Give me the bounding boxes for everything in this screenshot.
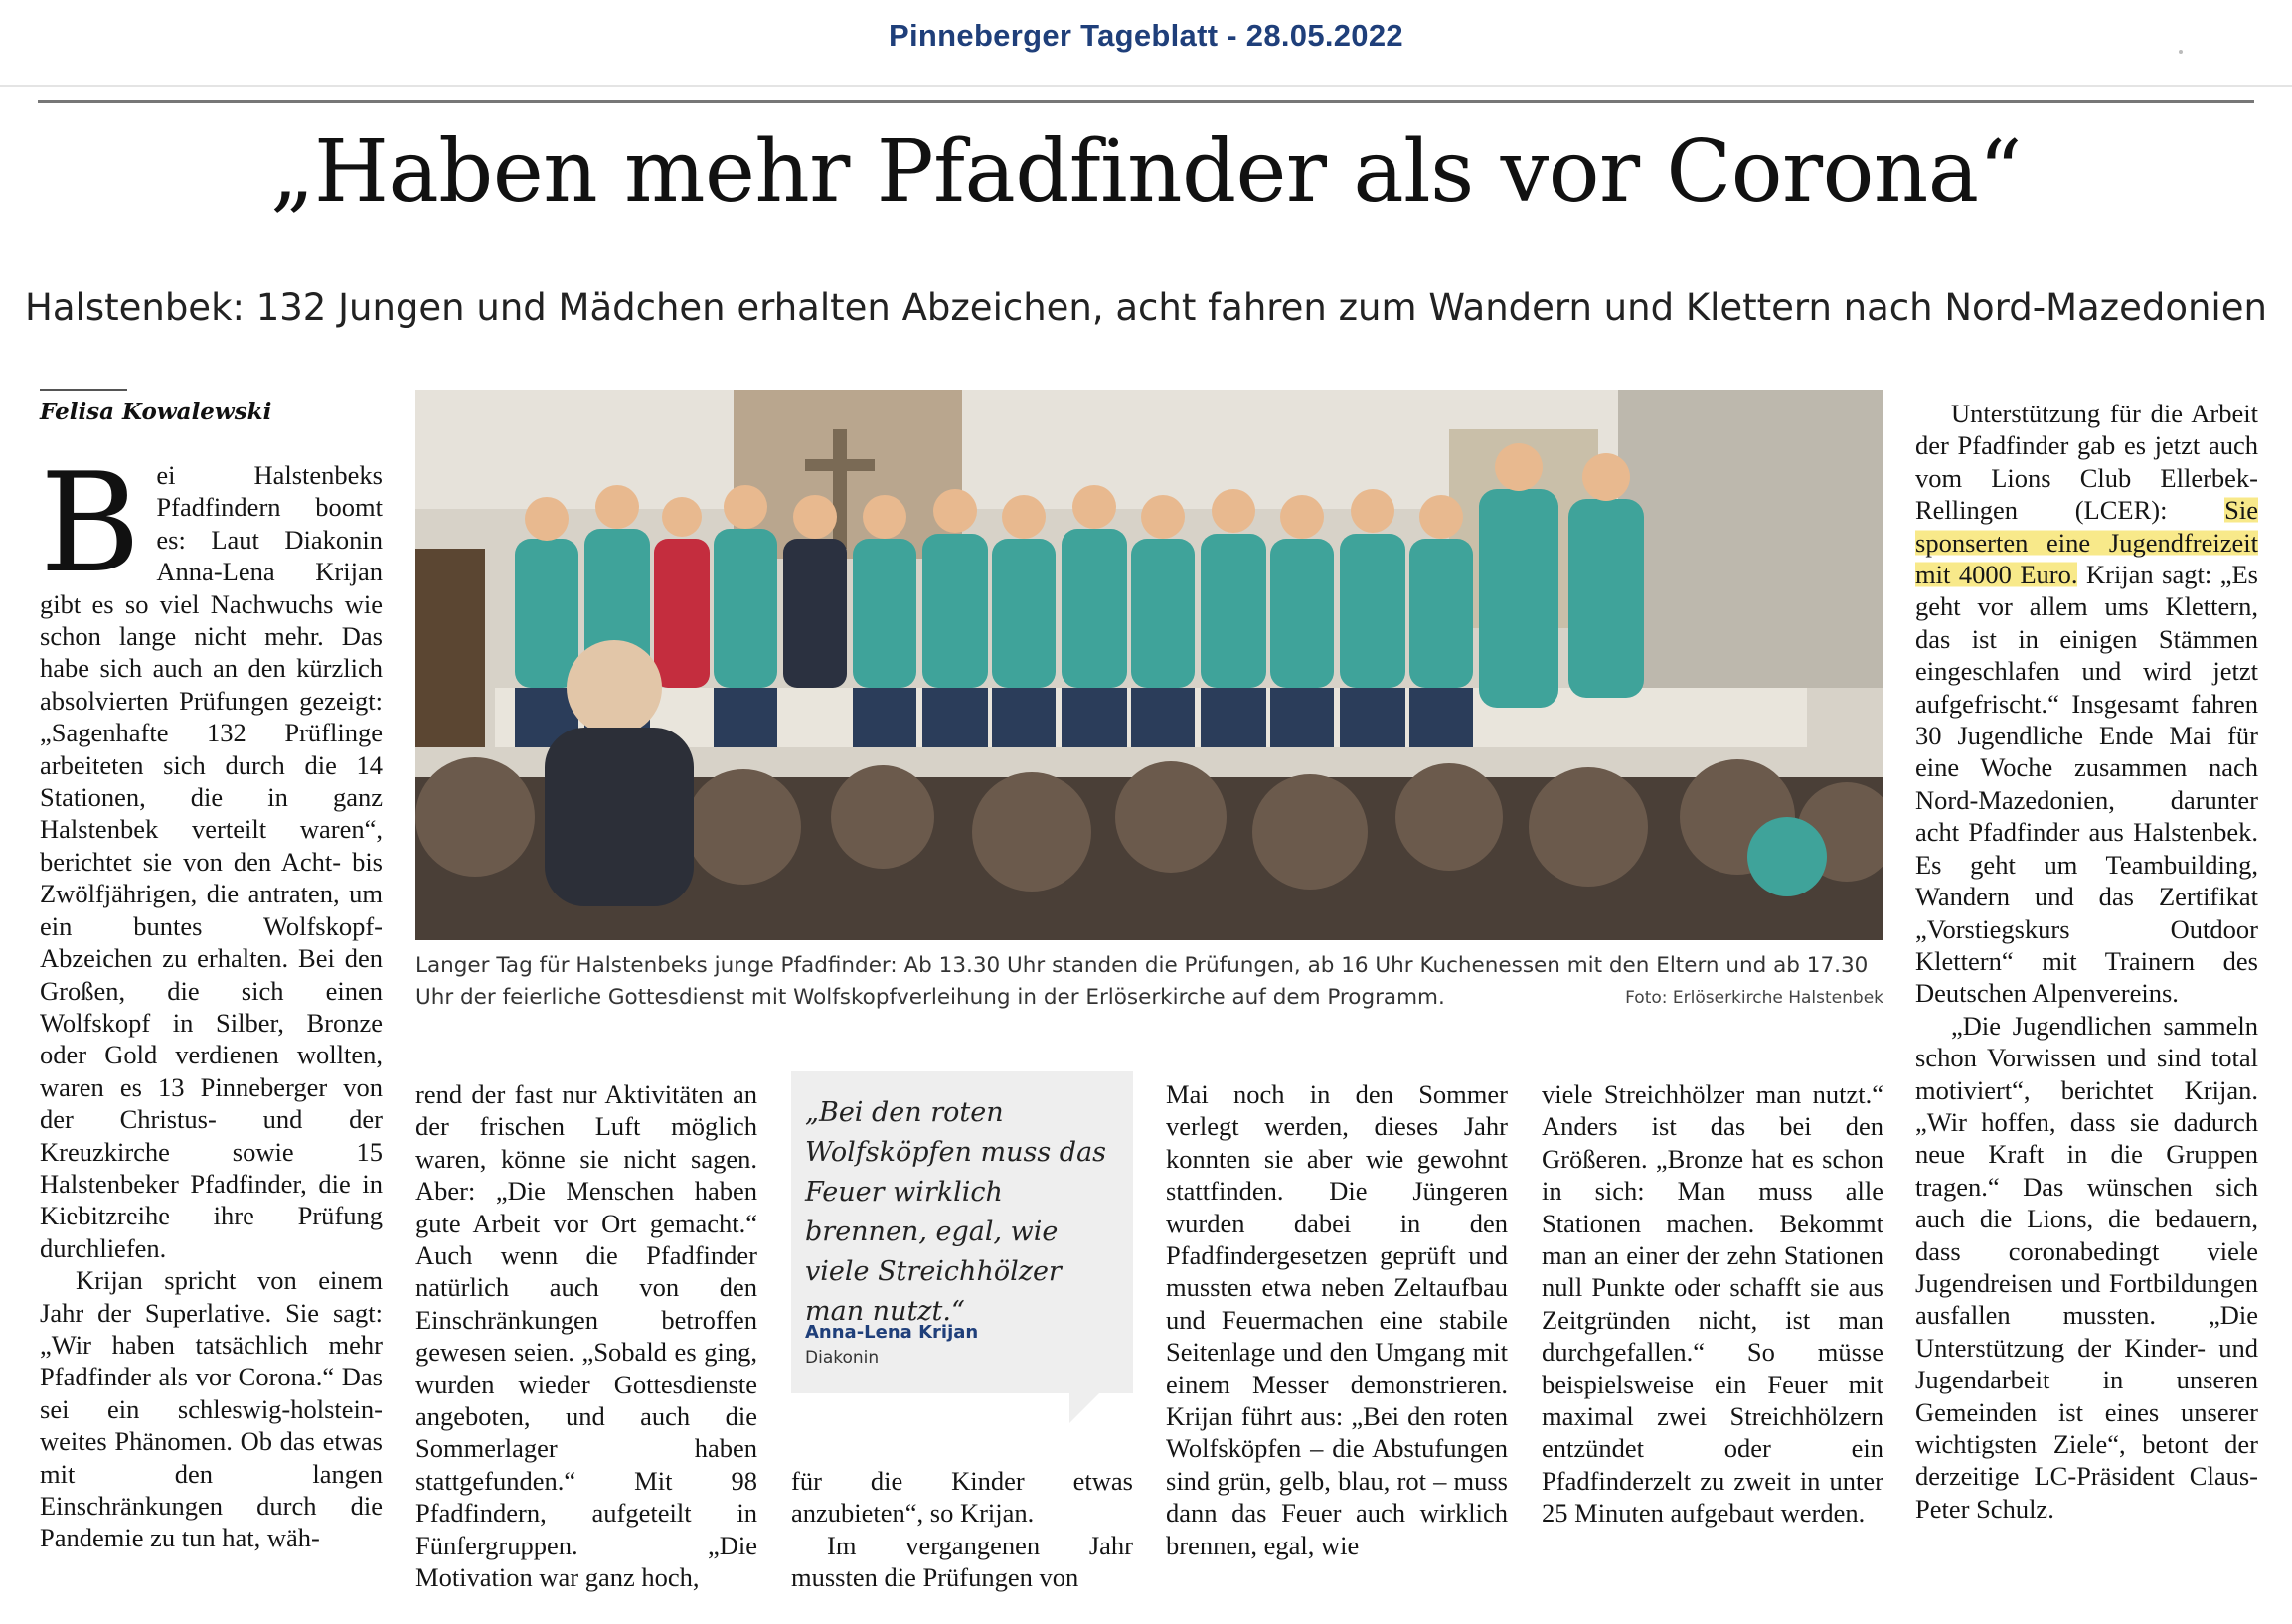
column-2 <box>415 1078 757 1594</box>
column-5 <box>1542 1078 1883 1530</box>
author-byline: Felisa Kowalewski <box>40 399 272 425</box>
text-segment: Krijan sagt: „Es geht vor allem ums Klettern, das ist in einigen Stämmen eingeschlafen und wird jetzt aufgefrischt.“ Insgesamt fahren 30 Jugendliche Ende Mai für eine Woche zusammen nach Nord-Mazedonien, darunter acht Pfadfinder aus Halstenbek. Es geht um Teambuilding, Wandern und das Zertifikat „Vorstiegskurs Outdoor Klettern“ mit Trainern des Deutschen Alpenvereins. <box>1915 560 2258 1009</box>
caption-text: Langer Tag für Halstenbeks junge Pfadfinder: Ab 13.30 Uhr standen die Prüfungen, ab 16 Uhr Kuchenessen mit den Eltern und ab 17.30 Uhr der feierliche Gottesdienst mit Wolfskopfverleihung in der Erlöserkirche auf dem Programm. <box>415 953 1869 1010</box>
byline-rule <box>40 389 127 391</box>
column-4 <box>1166 1078 1508 1561</box>
highlighted-text: Sie sponserten eine Jugendfreizeit mit 4000 Euro. <box>1915 495 2258 590</box>
lead-paragraph <box>40 443 383 1264</box>
paragraph: „Die Jugendlichen sammeln schon Vorwissen und sind total motiviert“, berichtet Krijan. „Wir hoffen, dass sie dadurch neue Kraft in die Gruppen tragen.“ Das wünschen sich auch die Lions, die bedauern, dass coronabedingt viele Jugendreisen und Fortbildungen ausfallen mussten. „Die Unterstützung der Kinder- und Jugendarbeit in unseren Gemeinden ist eines unserer wichtigsten Ziele“, betont der derzeitige LC-Präsident Claus-Peter Schulz. <box>1915 1010 2258 1524</box>
paragraph: Krijan spricht von einem Jahr der Superlative. Sie sagt: „Wir haben tatsächlich mehr Pfadfinder als vor Corona.“ Das sei ein schleswig-holstein-weites Phänomen. Ob das etwas mit den langen Einschränkungen durch die Pandemie zu tun hat, wäh- <box>40 1265 383 1553</box>
photo-credit: Foto: Erlöserkirche Halstenbek <box>1625 988 1883 1008</box>
publication-title: Pinneberger Tageblatt - 28.05.2022 <box>889 18 1403 53</box>
article-photo <box>415 390 1883 940</box>
paragraph <box>1915 398 2258 1010</box>
headline-rule <box>38 100 2254 103</box>
dot-icon <box>2179 50 2183 54</box>
column-6 <box>1915 398 2258 1525</box>
lead-text: ei Halstenbeks Pfadfindern boomt es: Laut Diakonin Anna-Lena Krijan gibt es so viel Nachwuchs wie schon lange nicht mehr. Das habe sich auch an den kürzlich absolvierten Prüfungen gezeigt: „Sagenhafte 132 Prüflinge arbeiteten sich durch die 14 Stationen, die in ganz Halstenbek verteilt waren“, berichtet sie von den Acht- bis Zwölfjährigen, die antraten, um ein buntes Wolfskopf-Abzeichen zu erhalten. Bei den Großen, die sich einen Wolfskopf in Silber, Bronze oder Gold verdienen wollten, waren es 13 Pinneberger von der Christus- und der Kreuzkirche sowie 15 Halstenbeker Pfadfinder, die in Kiebitzreihe ihre Prüfung durchliefen. <box>40 460 383 1263</box>
column-1 <box>40 443 383 1554</box>
headline: „Haben mehr Pfadfinder als vor Corona“ <box>269 122 2023 222</box>
paragraph: Mai noch in den Sommer verlegt werden, dieses Jahr konnten sie aber wie gewohnt stattfinden. Die Jüngeren wurden dabei in den Pfadfindergesetzen geprüft und mussten etwa neben Zeltaufbau und Feuermachen eine stabile Seitenlage und den Umgang mit einem Messer demonstrieren. Krijan führt aus: „Bei den roten Wolfsköpfen – die Abstufungen sind grün, gelb, blau, rot – muss dann das Feuer auch wirklich brennen, egal, wie <box>1166 1079 1508 1560</box>
pull-quote <box>791 1071 1133 1393</box>
subheadline: Halstenbek: 132 Jungen und Mädchen erhalten Abzeichen, acht fahren zum Wandern und Klettern nach Nord-Mazedonien <box>25 286 2267 329</box>
pull-quote-name: Anna-Lena Krijan <box>805 1322 979 1343</box>
paragraph: rend der fast nur Aktivitäten an der frischen Luft möglich waren, könne sie nicht sagen. Aber: „Die Menschen haben gute Arbeit vor Ort gemacht.“ Auch wenn die Pfadfinder natürlich auch von den Einschränkungen betroffen gewesen seien. „Sobald es ging, wurden wieder Gottesdienste angeboten, und auch die Sommerlager haben stattgefunden.“ Mit 98 Pfadfindern, aufgeteilt in Fünfergruppen. „Die Motivation war ganz hoch, <box>415 1079 757 1593</box>
paragraph: viele Streichhölzer man nutzt.“ Anders ist das bei den Größeren. „Bronze hat es schon in sich: Man muss alle Stationen machen. Bekommt man an einer der zehn Stationen null Punkte oder schafft sie aus Zeitgründen nicht, ist man durchgefallen.“ So müsse beispielsweise ein Feuer mit maximal zwei Streichhölzern entzündet oder ein Pfadfinderzelt zu zweit in unter 25 Minuten aufgebaut werden. <box>1542 1079 1883 1529</box>
paragraph: Im vergangenen Jahr mussten die Prüfungen von <box>791 1530 1133 1593</box>
text-segment: Unterstützung für die Arbeit der Pfadfinder gab es jetzt auch vom Lions Club Ellerbek-Rellingen (LCER): <box>1915 399 2258 526</box>
pull-quote-role: Diakonin <box>805 1348 880 1368</box>
column-3 <box>791 1465 1133 1594</box>
top-bar <box>0 0 2292 78</box>
pull-quote-text: „Bei den roten Wolfsköpfen muss das Feuer wirklich brennen, egal, wie viele Streichhölzer man nutzt.“ <box>805 1097 1107 1327</box>
photo-caption <box>415 950 1883 1014</box>
drop-cap: B <box>40 443 141 603</box>
scouts-photo-illustration <box>415 390 1883 940</box>
top-divider <box>0 85 2292 87</box>
paragraph: für die Kinder etwas anzubieten“, so Krijan. <box>791 1466 1133 1529</box>
